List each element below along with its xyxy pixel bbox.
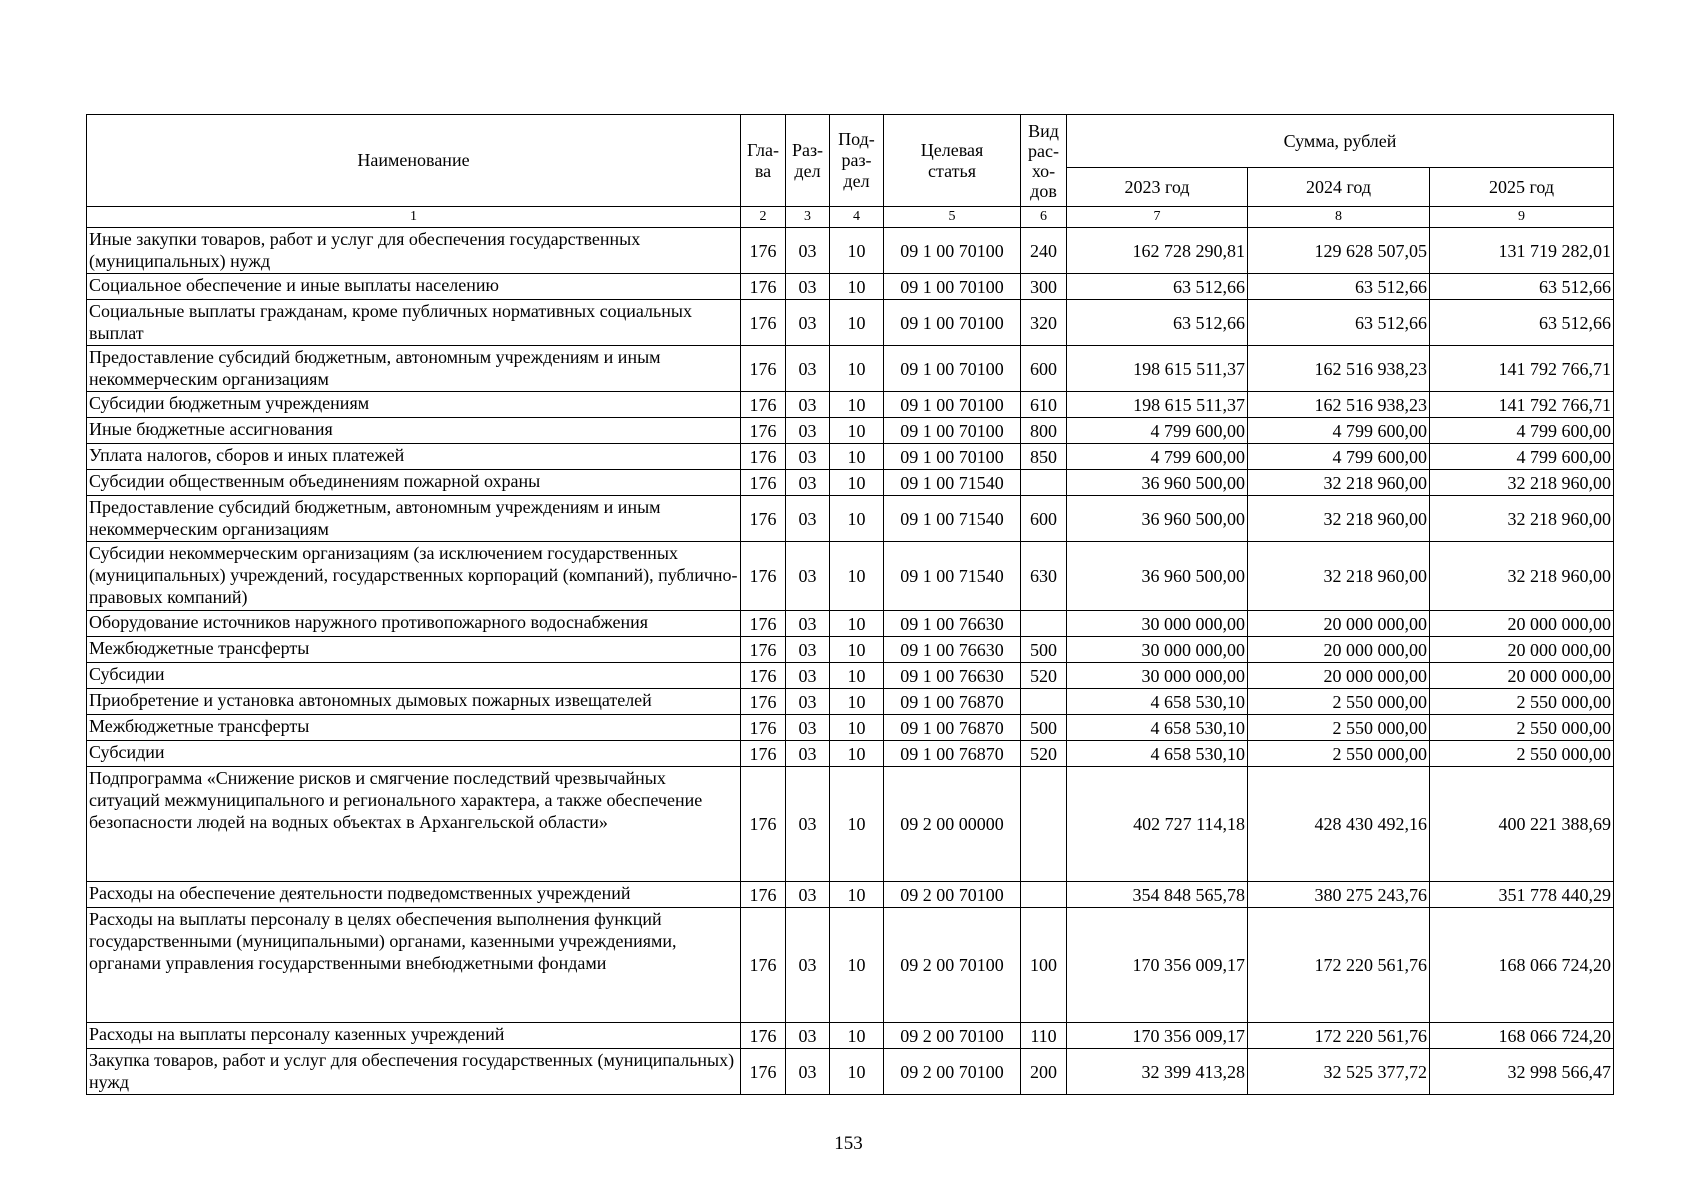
cell-podrazdel: 10 <box>830 882 884 908</box>
header-podrazdel <box>830 115 884 207</box>
cell-expense-type: 110 <box>1021 1023 1067 1049</box>
table-row <box>87 663 1614 689</box>
cell-glava: 176 <box>741 882 786 908</box>
column-number: 3 <box>786 207 830 228</box>
cell-expense-type <box>1021 611 1067 637</box>
cell-podrazdel: 10 <box>830 741 884 767</box>
cell-podrazdel: 10 <box>830 228 884 274</box>
table-row <box>87 300 1614 346</box>
cell-amount-2024: 4 799 600,00 <box>1248 444 1430 470</box>
cell-amount-2023: 4 658 530,10 <box>1067 741 1248 767</box>
cell-amount-2023: 30 000 000,00 <box>1067 637 1248 663</box>
cell-glava: 176 <box>741 1049 786 1095</box>
header-glava <box>741 115 786 207</box>
budget-table <box>86 114 1614 1095</box>
cell-amount-2023: 36 960 500,00 <box>1067 542 1248 611</box>
cell-amount-2025: 32 998 566,47 <box>1430 1049 1614 1095</box>
cell-amount-2023: 36 960 500,00 <box>1067 470 1248 496</box>
cell-target-article: 09 1 00 70100 <box>884 228 1021 274</box>
row-name: Предоставление субсидий бюджетным, автономным учреждениям и иным некоммерческим организациям <box>87 346 741 392</box>
header-vid-text: Вид рас- хо- дов <box>1028 120 1059 201</box>
cell-amount-2023: 4 658 530,10 <box>1067 715 1248 741</box>
cell-glava: 176 <box>741 418 786 444</box>
cell-razdel: 03 <box>786 418 830 444</box>
cell-target-article: 09 2 00 70100 <box>884 882 1021 908</box>
cell-amount-2023: 30 000 000,00 <box>1067 611 1248 637</box>
cell-expense-type: 240 <box>1021 228 1067 274</box>
cell-razdel: 03 <box>786 496 830 542</box>
cell-razdel: 03 <box>786 300 830 346</box>
cell-razdel: 03 <box>786 346 830 392</box>
cell-glava: 176 <box>741 663 786 689</box>
cell-glava: 176 <box>741 1023 786 1049</box>
cell-podrazdel: 10 <box>830 1049 884 1095</box>
column-number: 6 <box>1021 207 1067 228</box>
row-name: Субсидии бюджетным учреждениям <box>87 392 741 418</box>
cell-target-article: 09 2 00 70100 <box>884 1049 1021 1095</box>
cell-amount-2024: 162 516 938,23 <box>1248 346 1430 392</box>
header-name: Наименование <box>87 115 741 207</box>
cell-podrazdel: 10 <box>830 767 884 882</box>
cell-razdel: 03 <box>786 715 830 741</box>
cell-amount-2025: 400 221 388,69 <box>1430 767 1614 882</box>
cell-amount-2025: 32 218 960,00 <box>1430 470 1614 496</box>
cell-glava: 176 <box>741 392 786 418</box>
column-numbers-row <box>87 207 1614 228</box>
cell-glava: 176 <box>741 611 786 637</box>
cell-amount-2025: 63 512,66 <box>1430 274 1614 300</box>
cell-podrazdel: 10 <box>830 611 884 637</box>
cell-amount-2023: 198 615 511,37 <box>1067 392 1248 418</box>
cell-glava: 176 <box>741 274 786 300</box>
cell-amount-2024: 32 218 960,00 <box>1248 542 1430 611</box>
cell-razdel: 03 <box>786 908 830 1023</box>
page-number: 153 <box>834 1133 863 1154</box>
cell-glava: 176 <box>741 637 786 663</box>
cell-expense-type: 520 <box>1021 663 1067 689</box>
cell-amount-2024: 2 550 000,00 <box>1248 715 1430 741</box>
table-row <box>87 418 1614 444</box>
cell-podrazdel: 10 <box>830 715 884 741</box>
cell-amount-2023: 170 356 009,17 <box>1067 1023 1248 1049</box>
cell-podrazdel: 10 <box>830 637 884 663</box>
cell-amount-2023: 402 727 114,18 <box>1067 767 1248 882</box>
cell-glava: 176 <box>741 346 786 392</box>
cell-target-article: 09 2 00 70100 <box>884 908 1021 1023</box>
cell-glava: 176 <box>741 542 786 611</box>
cell-expense-type: 300 <box>1021 274 1067 300</box>
cell-amount-2023: 354 848 565,78 <box>1067 882 1248 908</box>
row-name: Закупка товаров, работ и услуг для обеспечения государственных (муниципальных) нужд <box>87 1049 741 1095</box>
table-body <box>87 207 1614 1095</box>
cell-glava: 176 <box>741 444 786 470</box>
row-name: Приобретение и установка автономных дымовых пожарных извещателей <box>87 689 741 715</box>
header-sum: Сумма, рублей <box>1067 115 1614 168</box>
cell-amount-2025: 20 000 000,00 <box>1430 663 1614 689</box>
header-target-text: Целевая статья <box>920 139 984 181</box>
cell-amount-2025: 351 778 440,29 <box>1430 882 1614 908</box>
cell-target-article: 09 1 00 70100 <box>884 300 1021 346</box>
row-name: Субсидии некоммерческим организациям (за исключением государственных (муниципальных) учреждений, государственных корпораций (компаний), публично-правовых компаний) <box>87 542 741 611</box>
row-name: Подпрограмма «Снижение рисков и смягчение последствий чрезвычайных ситуаций межмуниципального и регионального характера, а также обеспечение безопасности людей на водных объектах в Архангельской области» <box>87 767 741 882</box>
table-row <box>87 715 1614 741</box>
cell-razdel: 03 <box>786 741 830 767</box>
cell-razdel: 03 <box>786 1023 830 1049</box>
table-row <box>87 611 1614 637</box>
cell-amount-2024: 172 220 561,76 <box>1248 908 1430 1023</box>
row-name: Оборудование источников наружного противопожарного водоснабжения <box>87 611 741 637</box>
cell-podrazdel: 10 <box>830 418 884 444</box>
cell-glava: 176 <box>741 228 786 274</box>
header-razdel <box>786 115 830 207</box>
cell-amount-2024: 20 000 000,00 <box>1248 663 1430 689</box>
cell-glava: 176 <box>741 741 786 767</box>
cell-amount-2023: 63 512,66 <box>1067 300 1248 346</box>
header-vid <box>1021 115 1067 207</box>
row-name: Расходы на выплаты персоналу казенных учреждений <box>87 1023 741 1049</box>
column-number: 7 <box>1067 207 1248 228</box>
cell-amount-2024: 32 218 960,00 <box>1248 496 1430 542</box>
cell-podrazdel: 10 <box>830 300 884 346</box>
header-year-2025: 2025 год <box>1430 168 1614 207</box>
cell-razdel: 03 <box>786 542 830 611</box>
cell-podrazdel: 10 <box>830 496 884 542</box>
cell-target-article: 09 1 00 70100 <box>884 444 1021 470</box>
cell-glava: 176 <box>741 767 786 882</box>
cell-amount-2023: 30 000 000,00 <box>1067 663 1248 689</box>
cell-razdel: 03 <box>786 1049 830 1095</box>
cell-amount-2025: 20 000 000,00 <box>1430 611 1614 637</box>
cell-amount-2023: 4 799 600,00 <box>1067 444 1248 470</box>
cell-target-article: 09 1 00 71540 <box>884 542 1021 611</box>
cell-target-article: 09 1 00 71540 <box>884 470 1021 496</box>
table-row <box>87 689 1614 715</box>
cell-target-article: 09 1 00 71540 <box>884 496 1021 542</box>
cell-target-article: 09 1 00 70100 <box>884 346 1021 392</box>
table-row <box>87 496 1614 542</box>
row-name: Субсидии <box>87 663 741 689</box>
cell-glava: 176 <box>741 715 786 741</box>
header-podrazdel-text: Под- раз- дел <box>838 129 875 191</box>
row-name: Уплата налогов, сборов и иных платежей <box>87 444 741 470</box>
table-row <box>87 542 1614 611</box>
cell-podrazdel: 10 <box>830 392 884 418</box>
cell-amount-2024: 20 000 000,00 <box>1248 611 1430 637</box>
row-name: Социальное обеспечение и иные выплаты населению <box>87 274 741 300</box>
row-name: Предоставление субсидий бюджетным, автономным учреждениям и иным некоммерческим организациям <box>87 496 741 542</box>
table-row <box>87 908 1614 1023</box>
row-name: Расходы на обеспечение деятельности подведомственных учреждений <box>87 882 741 908</box>
cell-amount-2025: 168 066 724,20 <box>1430 908 1614 1023</box>
cell-amount-2025: 63 512,66 <box>1430 300 1614 346</box>
cell-target-article: 09 2 00 00000 <box>884 767 1021 882</box>
cell-razdel: 03 <box>786 392 830 418</box>
cell-podrazdel: 10 <box>830 908 884 1023</box>
cell-podrazdel: 10 <box>830 346 884 392</box>
cell-amount-2025: 32 218 960,00 <box>1430 496 1614 542</box>
table-row <box>87 767 1614 882</box>
cell-amount-2025: 4 799 600,00 <box>1430 444 1614 470</box>
cell-amount-2024: 20 000 000,00 <box>1248 637 1430 663</box>
cell-target-article: 09 1 00 70100 <box>884 418 1021 444</box>
table-row <box>87 741 1614 767</box>
column-number: 1 <box>87 207 741 228</box>
cell-amount-2024: 32 218 960,00 <box>1248 470 1430 496</box>
cell-expense-type: 200 <box>1021 1049 1067 1095</box>
cell-expense-type: 500 <box>1021 715 1067 741</box>
cell-amount-2023: 32 399 413,28 <box>1067 1049 1248 1095</box>
row-name: Межбюджетные трансферты <box>87 715 741 741</box>
cell-target-article: 09 1 00 76630 <box>884 663 1021 689</box>
cell-amount-2025: 141 792 766,71 <box>1430 392 1614 418</box>
cell-target-article: 09 1 00 70100 <box>884 392 1021 418</box>
cell-target-article: 09 2 00 70100 <box>884 1023 1021 1049</box>
row-name: Социальные выплаты гражданам, кроме публичных нормативных социальных выплат <box>87 300 741 346</box>
cell-amount-2025: 4 799 600,00 <box>1430 418 1614 444</box>
cell-glava: 176 <box>741 908 786 1023</box>
column-number: 2 <box>741 207 786 228</box>
cell-amount-2023: 4 799 600,00 <box>1067 418 1248 444</box>
cell-amount-2024: 63 512,66 <box>1248 300 1430 346</box>
cell-podrazdel: 10 <box>830 689 884 715</box>
cell-target-article: 09 1 00 76870 <box>884 689 1021 715</box>
header-glava-text: Гла- ва <box>746 139 780 181</box>
cell-expense-type: 320 <box>1021 300 1067 346</box>
header-year-2024: 2024 год <box>1248 168 1430 207</box>
cell-amount-2025: 2 550 000,00 <box>1430 689 1614 715</box>
cell-amount-2024: 4 799 600,00 <box>1248 418 1430 444</box>
cell-expense-type: 500 <box>1021 637 1067 663</box>
column-number: 8 <box>1248 207 1430 228</box>
table-row <box>87 470 1614 496</box>
cell-expense-type: 630 <box>1021 542 1067 611</box>
header-target <box>884 115 1021 207</box>
cell-amount-2023: 162 728 290,81 <box>1067 228 1248 274</box>
cell-amount-2023: 198 615 511,37 <box>1067 346 1248 392</box>
cell-amount-2024: 428 430 492,16 <box>1248 767 1430 882</box>
cell-amount-2025: 2 550 000,00 <box>1430 741 1614 767</box>
cell-amount-2024: 162 516 938,23 <box>1248 392 1430 418</box>
cell-podrazdel: 10 <box>830 274 884 300</box>
cell-podrazdel: 10 <box>830 444 884 470</box>
cell-expense-type: 100 <box>1021 908 1067 1023</box>
cell-podrazdel: 10 <box>830 663 884 689</box>
cell-expense-type: 600 <box>1021 496 1067 542</box>
cell-razdel: 03 <box>786 470 830 496</box>
cell-expense-type: 850 <box>1021 444 1067 470</box>
cell-glava: 176 <box>741 496 786 542</box>
cell-glava: 176 <box>741 689 786 715</box>
table-row <box>87 228 1614 274</box>
cell-podrazdel: 10 <box>830 470 884 496</box>
row-name: Субсидии <box>87 741 741 767</box>
cell-amount-2023: 36 960 500,00 <box>1067 496 1248 542</box>
cell-amount-2024: 380 275 243,76 <box>1248 882 1430 908</box>
cell-expense-type <box>1021 470 1067 496</box>
cell-razdel: 03 <box>786 689 830 715</box>
cell-razdel: 03 <box>786 767 830 882</box>
cell-razdel: 03 <box>786 882 830 908</box>
cell-razdel: 03 <box>786 637 830 663</box>
cell-expense-type: 800 <box>1021 418 1067 444</box>
cell-expense-type <box>1021 882 1067 908</box>
cell-amount-2023: 170 356 009,17 <box>1067 908 1248 1023</box>
cell-amount-2025: 168 066 724,20 <box>1430 1023 1614 1049</box>
cell-razdel: 03 <box>786 274 830 300</box>
cell-target-article: 09 1 00 76870 <box>884 741 1021 767</box>
cell-expense-type <box>1021 767 1067 882</box>
table-row <box>87 444 1614 470</box>
cell-expense-type: 610 <box>1021 392 1067 418</box>
cell-expense-type: 600 <box>1021 346 1067 392</box>
table-row <box>87 1049 1614 1095</box>
header-year-2023: 2023 год <box>1067 168 1248 207</box>
cell-amount-2024: 32 525 377,72 <box>1248 1049 1430 1095</box>
cell-razdel: 03 <box>786 444 830 470</box>
row-name: Межбюджетные трансферты <box>87 637 741 663</box>
cell-amount-2024: 172 220 561,76 <box>1248 1023 1430 1049</box>
cell-amount-2024: 2 550 000,00 <box>1248 689 1430 715</box>
cell-podrazdel: 10 <box>830 1023 884 1049</box>
table-row <box>87 1023 1614 1049</box>
cell-amount-2025: 141 792 766,71 <box>1430 346 1614 392</box>
row-name: Расходы на выплаты персоналу в целях обеспечения выполнения функций государственными (муниципальными) органами, казенными учреждениями, органами управления государственными внебюджетными фондами <box>87 908 741 1023</box>
cell-glava: 176 <box>741 300 786 346</box>
cell-razdel: 03 <box>786 228 830 274</box>
cell-amount-2023: 4 658 530,10 <box>1067 689 1248 715</box>
row-name: Иные бюджетные ассигнования <box>87 418 741 444</box>
cell-target-article: 09 1 00 76630 <box>884 637 1021 663</box>
table-row <box>87 274 1614 300</box>
cell-amount-2025: 131 719 282,01 <box>1430 228 1614 274</box>
cell-amount-2025: 2 550 000,00 <box>1430 715 1614 741</box>
cell-target-article: 09 1 00 70100 <box>884 274 1021 300</box>
cell-expense-type <box>1021 689 1067 715</box>
column-number: 4 <box>830 207 884 228</box>
table-row <box>87 392 1614 418</box>
row-name: Субсидии общественным объединениям пожарной охраны <box>87 470 741 496</box>
cell-glava: 176 <box>741 470 786 496</box>
cell-expense-type: 520 <box>1021 741 1067 767</box>
column-number: 5 <box>884 207 1021 228</box>
cell-amount-2023: 63 512,66 <box>1067 274 1248 300</box>
row-name: Иные закупки товаров, работ и услуг для обеспечения государственных (муниципальных) нужд <box>87 228 741 274</box>
table-row <box>87 882 1614 908</box>
cell-target-article: 09 1 00 76630 <box>884 611 1021 637</box>
cell-podrazdel: 10 <box>830 542 884 611</box>
cell-razdel: 03 <box>786 663 830 689</box>
cell-amount-2025: 20 000 000,00 <box>1430 637 1614 663</box>
column-number: 9 <box>1430 207 1614 228</box>
cell-amount-2025: 32 218 960,00 <box>1430 542 1614 611</box>
cell-amount-2024: 2 550 000,00 <box>1248 741 1430 767</box>
cell-target-article: 09 1 00 76870 <box>884 715 1021 741</box>
cell-razdel: 03 <box>786 611 830 637</box>
table-row <box>87 346 1614 392</box>
header-razdel-text: Раз- дел <box>791 139 824 181</box>
table-row <box>87 637 1614 663</box>
cell-amount-2024: 129 628 507,05 <box>1248 228 1430 274</box>
cell-amount-2024: 63 512,66 <box>1248 274 1430 300</box>
